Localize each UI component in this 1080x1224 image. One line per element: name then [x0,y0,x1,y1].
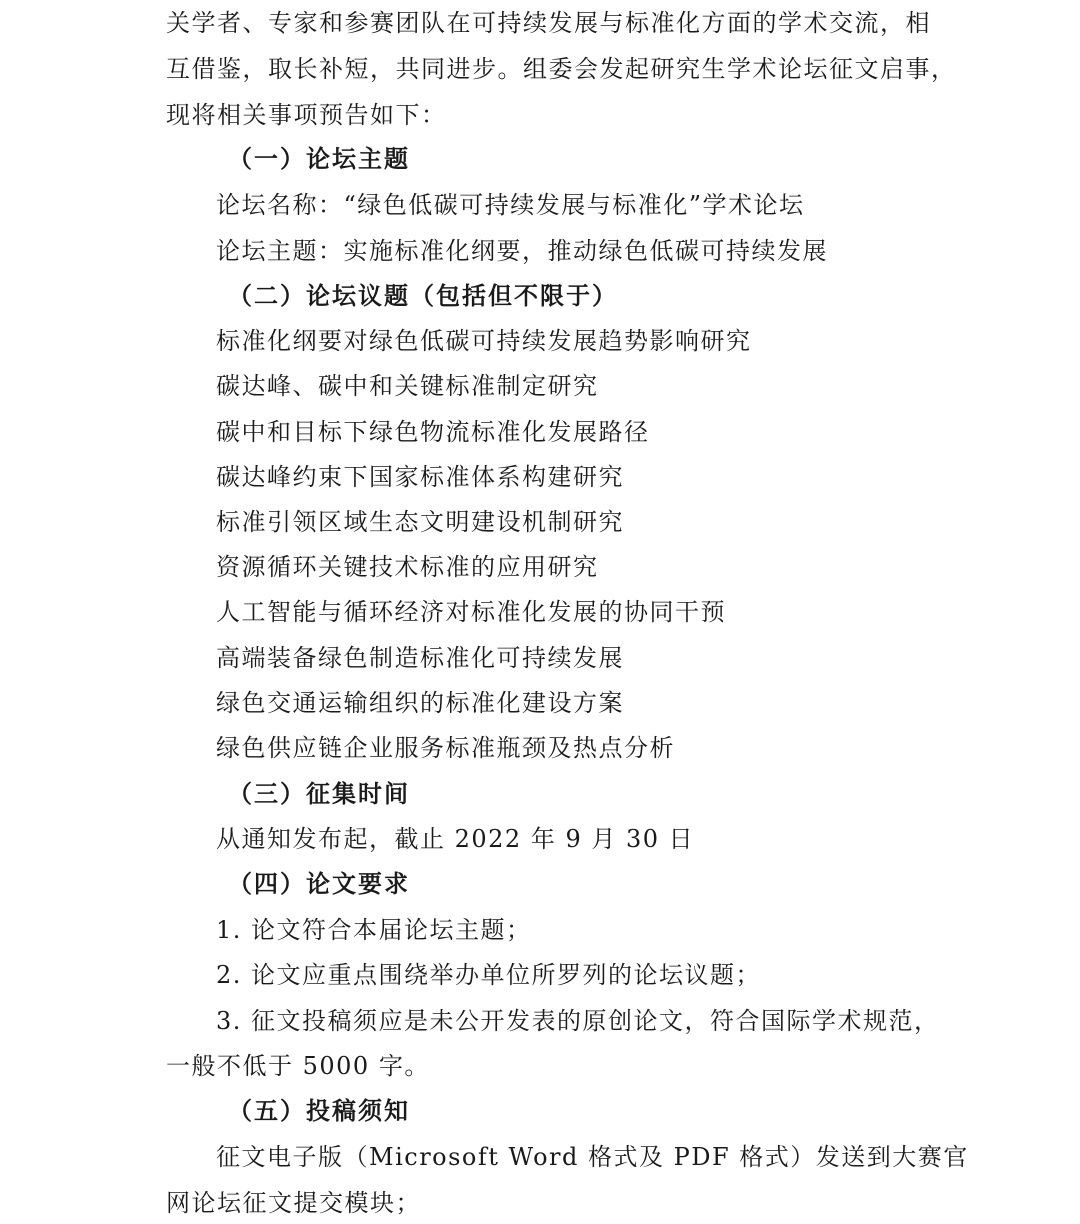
topic-item: 绿色供应链企业服务标准瓶颈及热点分析 [216,734,675,762]
intro-line-1: 关学者、专家和参赛团队在可持续发展与标准化方面的学术交流，相 [166,9,931,37]
topic-item: 高端装备绿色制造标准化可持续发展 [216,644,624,672]
submission-line-2: 网论坛征文提交模块； [166,1189,421,1217]
topic-item: 标准化纲要对绿色低碳可持续发展趋势影响研究 [216,327,752,355]
submission-line-1: 征文电子版（Microsoft Word 格式及 PDF 格式）发送到大赛官 [216,1143,969,1171]
topic-item: 碳中和目标下绿色物流标准化发展路径 [216,418,650,446]
topic-item: 资源循环关键技术标准的应用研究 [216,553,599,581]
requirement-3-line-1: 3. 征文投稿须应是未公开发表的原创论文，符合国际学术规范， [216,1007,940,1035]
requirement-1: 1. 论文符合本届论坛主题； [216,916,532,944]
topic-item: 碳达峰约束下国家标准体系构建研究 [216,463,624,491]
section-2-heading: （二）论坛议题（包括但不限于） [228,282,618,310]
intro-line-2: 互借鉴，取长补短，共同进步。组委会发起研究生学术论坛征文启事， [166,55,957,83]
section-5-heading: （五）投稿须知 [228,1097,410,1125]
section-4-heading: （四）论文要求 [228,870,410,898]
topic-item: 碳达峰、碳中和关键标准制定研究 [216,372,599,400]
topic-item: 绿色交通运输组织的标准化建设方案 [216,689,624,717]
collection-period: 从通知发布起，截止 2022 年 9 月 30 日 [216,825,695,853]
topic-item: 标准引领区域生态文明建设机制研究 [216,508,624,536]
forum-name: 论坛名称：“绿色低碳可持续发展与标准化”学术论坛 [216,191,805,219]
requirement-3-line-2: 一般不低于 5000 字。 [166,1052,430,1080]
requirement-2: 2. 论文应重点围绕举办单位所罗列的论坛议题； [216,961,762,989]
section-3-heading: （三）征集时间 [228,780,410,808]
forum-theme: 论坛主题：实施标准化纲要，推动绿色低碳可持续发展 [216,237,828,265]
topic-item: 人工智能与循环经济对标准化发展的协同干预 [216,598,726,626]
section-1-heading: （一）论坛主题 [228,145,410,173]
intro-line-3: 现将相关事项预告如下： [166,101,447,129]
